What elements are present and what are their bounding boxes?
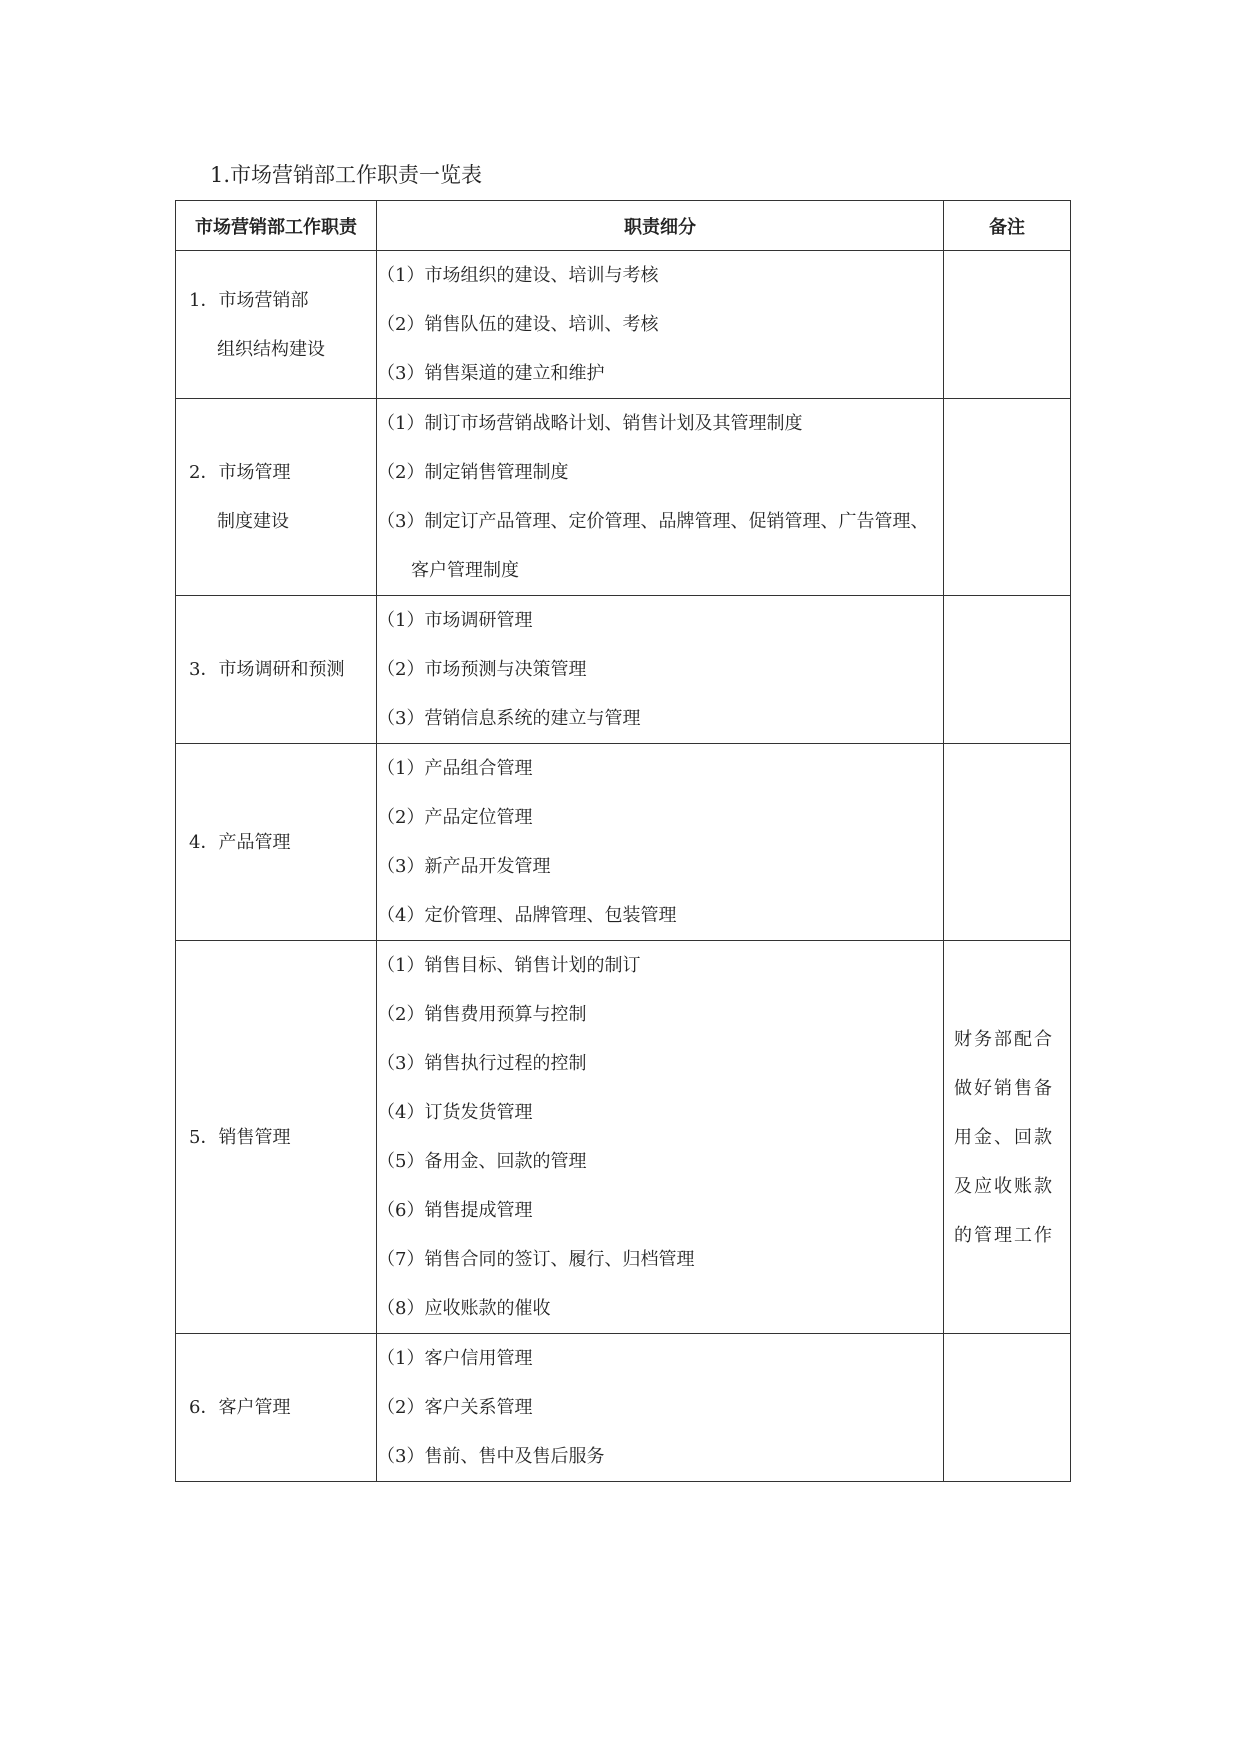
duty-cell [176, 596, 377, 744]
detail-cell [377, 251, 944, 399]
column-header-detail: 职责细分 [377, 201, 944, 251]
table-header-row [176, 201, 1071, 251]
detail-item: （1）产品组合管理 [377, 758, 533, 779]
detail-item: （2）产品定位管理 [377, 807, 533, 828]
detail-item: （8）应收账款的催收 [377, 1298, 551, 1319]
table-row [176, 744, 1071, 941]
duty-label: 3．市场调研和预测 [189, 659, 345, 680]
detail-item: （1）制订市场营销战略计划、销售计划及其管理制度 [377, 413, 803, 434]
remark-cell [944, 744, 1071, 941]
duty-label: 1．市场营销部 [189, 289, 309, 311]
detail-item: （2）市场预测与决策管理 [377, 659, 587, 680]
detail-item: （5）备用金、回款的管理 [377, 1151, 587, 1172]
detail-item: （4）定价管理、品牌管理、包装管理 [377, 905, 677, 926]
table-row [176, 251, 1071, 399]
duty-cell [176, 1334, 377, 1482]
detail-cell [377, 399, 944, 596]
remark-cell: 财务部配合做好销售备用金、回款及应收账款的管理工作 [944, 941, 1071, 1334]
duty-label: 组织结构建设 [217, 338, 325, 360]
duty-cell [176, 251, 377, 399]
detail-item: （3）新产品开发管理 [377, 856, 551, 877]
remark-cell [944, 399, 1071, 596]
remark-cell [944, 251, 1071, 399]
detail-item: （3）销售执行过程的控制 [377, 1053, 587, 1074]
detail-item: （3）售前、售中及售后服务 [377, 1446, 605, 1467]
detail-item: （3）制定订产品管理、定价管理、品牌管理、促销管理、广告管理、客户管理制度 [377, 511, 929, 581]
detail-item: （1）市场组织的建设、培训与考核 [377, 265, 659, 286]
detail-item: （2）制定销售管理制度 [377, 462, 569, 483]
detail-item: （2）销售队伍的建设、培训、考核 [377, 314, 659, 335]
column-header-remark: 备注 [944, 201, 1071, 251]
duty-table [175, 200, 1071, 1482]
detail-item: （3）销售渠道的建立和维护 [377, 363, 605, 384]
detail-item: （4）订货发货管理 [377, 1102, 533, 1123]
table-row [176, 941, 1071, 1334]
detail-cell [377, 596, 944, 744]
duty-label: 5．销售管理 [189, 1126, 291, 1148]
detail-item: （2）客户关系管理 [377, 1397, 533, 1418]
table-row [176, 399, 1071, 596]
detail-cell [377, 744, 944, 941]
detail-item: （1）客户信用管理 [377, 1348, 533, 1369]
detail-item: （1）销售目标、销售计划的制订 [377, 955, 641, 976]
detail-cell [377, 1334, 944, 1482]
duty-label: 2．市场管理 [189, 462, 291, 483]
duty-cell [176, 941, 377, 1334]
duty-cell [176, 399, 377, 596]
detail-item: （1）市场调研管理 [377, 610, 533, 631]
duty-label: 6．客户管理 [189, 1397, 291, 1418]
document-title: 1.市场营销部工作职责一览表 [210, 163, 483, 187]
detail-item: （3）营销信息系统的建立与管理 [377, 708, 641, 729]
remark-cell [944, 1334, 1071, 1482]
duty-label: 制度建设 [217, 511, 289, 532]
table-row [176, 596, 1071, 744]
table-row [176, 1334, 1071, 1482]
duty-label: 4．产品管理 [189, 831, 291, 853]
detail-item: （7）销售合同的签订、履行、归档管理 [377, 1249, 695, 1270]
detail-cell [377, 941, 944, 1334]
detail-item: （2）销售费用预算与控制 [377, 1004, 587, 1025]
remark-cell [944, 596, 1071, 744]
column-header-duty: 市场营销部工作职责 [176, 201, 377, 251]
duty-cell [176, 744, 377, 941]
detail-item: （6）销售提成管理 [377, 1200, 533, 1221]
